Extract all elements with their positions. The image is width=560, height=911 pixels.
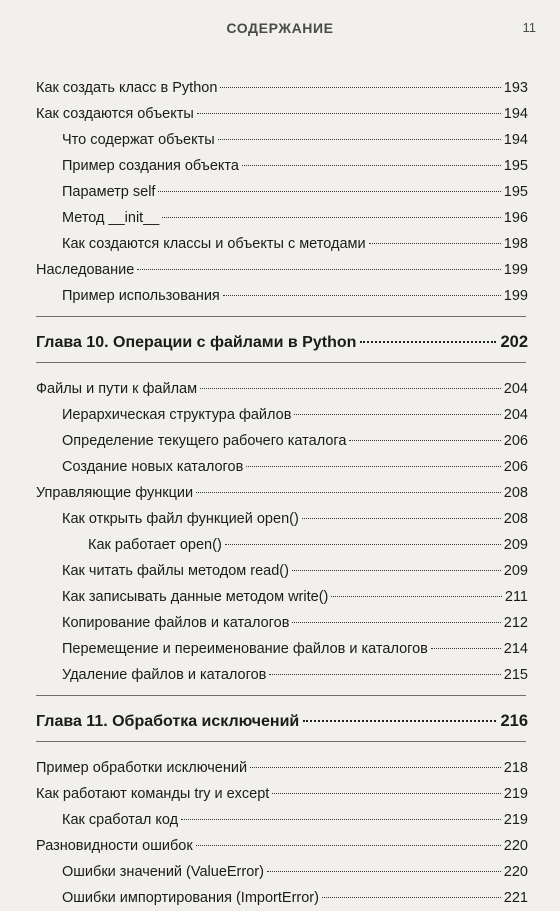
toc-entry-title: Определение текущего рабочего каталога [62,433,347,449]
toc-entry-title: Создание новых каталогов [62,459,244,475]
toc-entry[interactable] [0,662,560,688]
running-header [0,14,560,38]
toc-entry-page: 198 [503,236,528,252]
toc-entry-page: 194 [503,132,528,148]
toc-entry-title: Что содержат объекты [62,132,215,148]
toc-entry-page: 208 [503,485,528,501]
toc-entry[interactable] [0,402,560,428]
dot-leader [137,269,501,270]
toc-entry-title: Как работает open() [88,537,222,553]
dot-leader [431,648,501,649]
dot-leader [197,113,501,114]
toc-entry[interactable] [0,205,560,231]
dot-leader [303,720,496,722]
dot-leader [196,492,501,493]
toc-entry[interactable] [0,75,560,101]
toc-entry-title: Как создаются объекты [36,106,194,122]
toc-entry-page: 208 [503,511,528,527]
dot-leader [242,165,501,166]
toc-entry[interactable] [0,885,560,911]
toc-entry-page: 211 [504,589,528,605]
toc-entry-title: Иерархическая структура файлов [62,407,292,423]
toc-entry-title: Файлы и пути к файлам [36,381,198,397]
toc-entry-title: Как читать файлы методом read() [62,563,289,579]
toc-entry[interactable] [0,257,560,283]
dot-leader [269,674,500,675]
dot-leader [246,466,501,467]
toc-entry-page: 196 [503,210,528,226]
rule-before-chapter-10 [36,316,526,317]
toc-entry-page: 199 [503,262,528,278]
toc-entry-page: 212 [503,615,528,631]
toc-entry-page: 214 [503,641,528,657]
toc-entry-page: 206 [503,459,528,475]
toc-entry-title: Наследование [36,262,135,278]
dot-leader [158,191,500,192]
toc-entry-title: Как работают команды try и except [36,786,270,802]
dot-leader [196,845,501,846]
toc-entry-title: Управляющие функции [36,485,194,501]
rule-after-chapter-11 [36,741,526,742]
toc-entry-title: Удаление файлов и каталогов [62,667,267,683]
toc-entry-page: 209 [503,563,528,579]
toc-entry-page: 220 [503,838,528,854]
dot-leader [181,819,501,820]
toc-entry[interactable] [0,584,560,610]
toc-entry-page: 194 [503,106,528,122]
dot-leader [294,414,500,415]
toc-entry-title: Метод __init__ [62,210,160,226]
toc-entry[interactable] [0,153,560,179]
toc-entry-title: Как записывать данные методом write() [62,589,329,605]
toc-entry-title: Как открыть файл функцией open() [62,511,299,527]
toc-entry-title: Перемещение и переименование файлов и каталогов [62,641,428,657]
toc-entry-page: 193 [503,80,528,96]
dot-leader [200,388,501,389]
toc-entry[interactable] [0,506,560,532]
chapter-heading-10[interactable] [0,329,560,355]
toc-entry[interactable] [0,781,560,807]
toc-entry-title: Ошибки импортирования (ImportError) [62,890,319,906]
toc-entry-title: Копирование файлов и каталогов [62,615,290,631]
toc-entry[interactable] [0,454,560,480]
toc-entry[interactable] [0,859,560,885]
toc-entry[interactable] [0,231,560,257]
toc-entry-title: Параметр self [62,184,156,200]
dot-leader [349,440,500,441]
toc-entry[interactable] [0,636,560,662]
chapter-page: 216 [500,712,528,730]
toc-entry-page: 215 [503,667,528,683]
toc-entry-page: 219 [503,786,528,802]
toc-entry[interactable] [0,807,560,833]
toc-entry-title: Пример создания объекта [62,158,239,174]
chapter-title: Глава 11. Обработка исключений [36,713,300,730]
rule-before-chapter-11 [36,695,526,696]
toc-entry[interactable] [0,480,560,506]
chapter-heading-11[interactable] [0,708,560,734]
rule-after-chapter-10 [36,362,526,363]
toc-entry[interactable] [0,610,560,636]
table-of-contents [0,75,560,911]
toc-entry-title: Как сработал код [62,812,179,828]
toc-entry-page: 219 [503,812,528,828]
toc-entry-title: Разновидности ошибок [36,838,193,854]
toc-entry-page: 199 [503,288,528,304]
dot-leader [267,871,501,872]
toc-entry-title: Ошибки значений (ValueError) [62,864,264,880]
toc-entry-page: 195 [503,184,528,200]
toc-entry[interactable] [0,101,560,127]
dot-leader [250,767,501,768]
toc-entry-page: 206 [503,433,528,449]
toc-entry[interactable] [0,127,560,153]
toc-entry-page: 221 [503,890,528,906]
dot-leader [322,897,501,898]
toc-entry[interactable] [0,833,560,859]
toc-entry[interactable] [0,755,560,781]
dot-leader [360,341,496,343]
dot-leader [331,596,502,597]
dot-leader [220,87,500,88]
toc-entry[interactable] [0,558,560,584]
dot-leader [272,793,500,794]
toc-entry[interactable] [0,428,560,454]
dot-leader [162,217,500,218]
toc-entry-page: 204 [503,381,528,397]
dot-leader [292,570,501,571]
page-number: 11 [522,20,536,35]
toc-entry-title: Пример обработки исключений [36,760,248,776]
dot-leader [369,243,501,244]
toc-entry-page: 220 [503,864,528,880]
toc-entry[interactable] [0,376,560,402]
dot-leader [218,139,501,140]
dot-leader [225,544,501,545]
toc-entry-title: Как создаются классы и объекты с методами [62,236,366,252]
toc-entry-page: 204 [503,407,528,423]
toc-entry[interactable] [0,283,560,309]
toc-entry-page: 195 [503,158,528,174]
toc-entry[interactable] [0,532,560,558]
toc-entry-title: Пример использования [62,288,220,304]
toc-group-chapter-9-tail [0,75,560,309]
dot-leader [292,622,500,623]
toc-entry-page: 209 [503,537,528,553]
dot-leader [302,518,501,519]
toc-entry-page: 218 [503,760,528,776]
toc-entry[interactable] [0,179,560,205]
chapter-title: Глава 10. Операции с файлами в Python [36,334,357,351]
toc-group-chapter-10 [0,376,560,688]
header-title: СОДЕРЖАНИЕ [226,20,334,36]
chapter-page: 202 [500,333,528,351]
toc-entry-title: Как создать класс в Python [36,80,218,96]
toc-group-chapter-11 [0,755,560,911]
dot-leader [223,295,501,296]
